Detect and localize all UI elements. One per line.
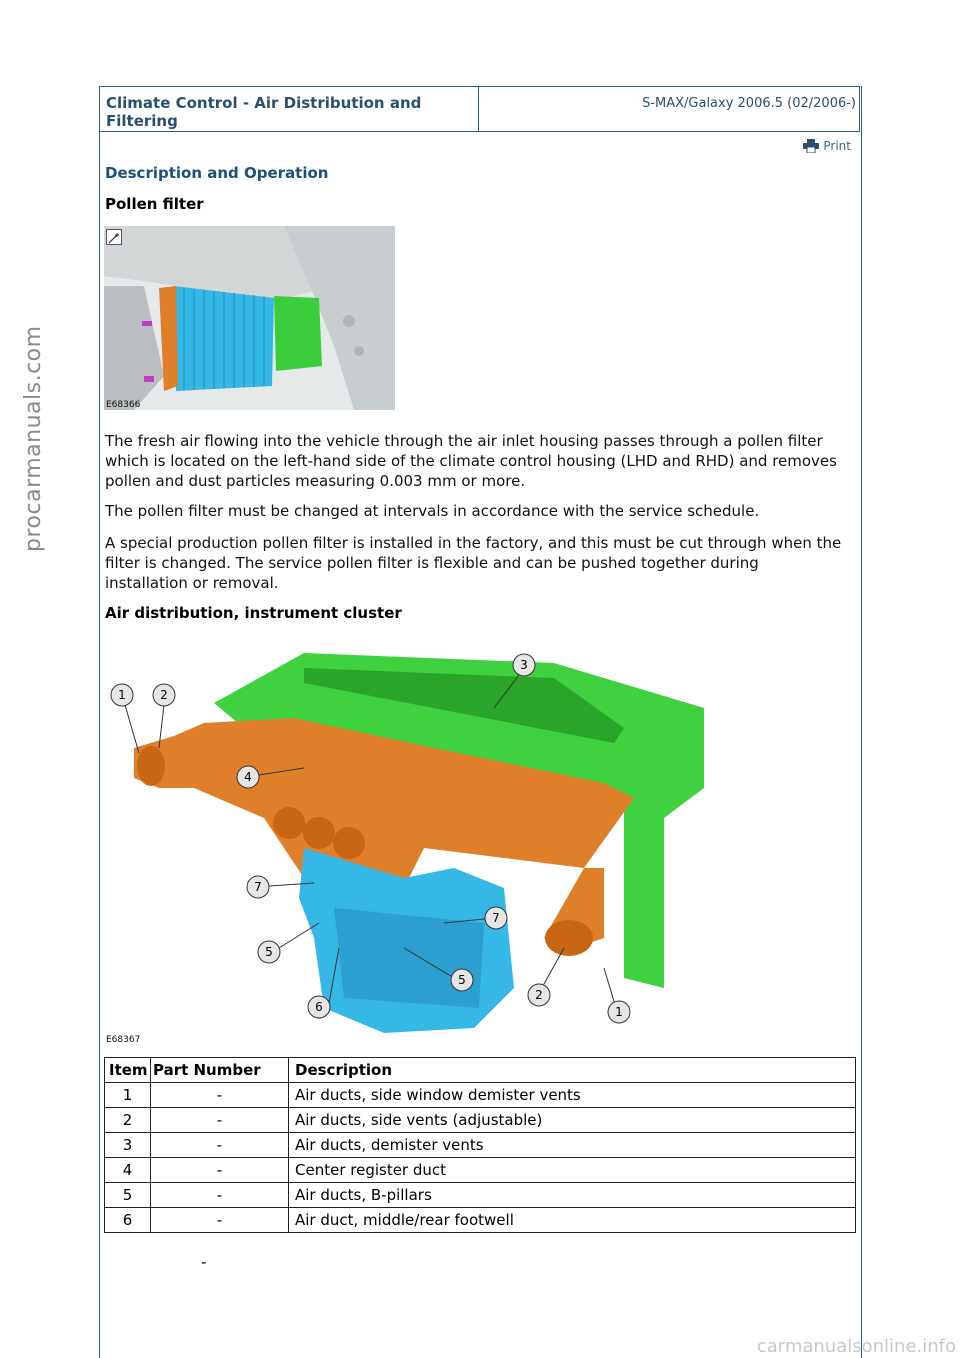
document-title: Climate Control - Air Distribution and Filtering <box>100 87 479 131</box>
print-label: Print <box>823 139 851 153</box>
bottom-watermark: carmanualsonline.info <box>756 1336 956 1357</box>
callout-7b: 7 <box>492 911 500 925</box>
print-button[interactable] <box>803 139 851 153</box>
pollen-filter-heading: Pollen filter <box>105 195 204 213</box>
zoom-icon[interactable] <box>106 229 122 245</box>
header-item: Item <box>105 1058 151 1083</box>
callout-1a: 1 <box>118 688 126 702</box>
row-part: - <box>151 1208 289 1233</box>
header-description: Description <box>289 1058 856 1083</box>
air-distribution-image[interactable] <box>104 648 856 1048</box>
row-part: - <box>151 1108 289 1133</box>
callout-1b: 1 <box>615 1005 623 1019</box>
table-header-row <box>105 1058 856 1083</box>
callout-5a: 5 <box>265 945 273 959</box>
callout-4: 4 <box>244 770 252 784</box>
pollen-image-code: E68366 <box>106 400 141 410</box>
table-row <box>105 1108 856 1133</box>
row-item: 2 <box>105 1108 151 1133</box>
pollen-paragraph-1: The fresh air flowing into the vehicle through the air inlet housing passes through a pollen filter which is located on the left-hand side of the climate control housing (LHD and RHD) and removes pollen and dust particles measuring 0.003 mm or more. <box>105 432 837 490</box>
trailing-part-number: - <box>201 1253 207 1271</box>
callout-7a: 7 <box>254 880 262 894</box>
row-item: 6 <box>105 1208 151 1233</box>
pollen-filter-image[interactable] <box>104 226 395 410</box>
callout-2a: 2 <box>160 688 168 702</box>
row-item: 4 <box>105 1158 151 1183</box>
callout-3: 3 <box>520 658 528 672</box>
row-description: Air ducts, side vents (adjustable) <box>289 1108 856 1133</box>
row-item: 5 <box>105 1183 151 1208</box>
row-part: - <box>151 1183 289 1208</box>
row-part: - <box>151 1083 289 1108</box>
header-part-number: Part Number <box>151 1058 289 1083</box>
pollen-paragraph-3: A special production pollen filter is installed in the factory, and this must be cut through when the filter is changed. The service pollen filter is flexible and can be pushed together during installation or removal. <box>105 534 842 592</box>
air-image-code: E68367 <box>106 1035 141 1045</box>
row-description: Air duct, middle/rear footwell <box>289 1208 856 1233</box>
row-description: Center register duct <box>289 1158 856 1183</box>
table-row <box>105 1158 856 1183</box>
table-row <box>105 1183 856 1208</box>
row-part: - <box>151 1133 289 1158</box>
section-title: Description and Operation <box>105 164 329 182</box>
pollen-paragraph-2: The pollen filter must be changed at intervals in accordance with the service schedule. <box>105 502 760 520</box>
side-watermark: procarmanuals.com <box>21 325 46 552</box>
callout-5b: 5 <box>458 973 466 987</box>
callout-2b: 2 <box>535 988 543 1002</box>
row-description: Air ducts, B-pillars <box>289 1183 856 1208</box>
row-item: 3 <box>105 1133 151 1158</box>
table-row <box>105 1208 856 1233</box>
row-part: - <box>151 1158 289 1183</box>
air-distribution-heading: Air distribution, instrument cluster <box>105 604 402 622</box>
page-header <box>99 86 860 132</box>
table-row <box>105 1133 856 1158</box>
row-description: Air ducts, side window demister vents <box>289 1083 856 1108</box>
table-row <box>105 1083 856 1108</box>
row-item: 1 <box>105 1083 151 1108</box>
parts-table <box>104 1057 856 1233</box>
callout-6: 6 <box>315 1000 323 1014</box>
vehicle-model: S-MAX/Galaxy 2006.5 (02/2006-) <box>642 96 856 111</box>
row-description: Air ducts, demister vents <box>289 1133 856 1158</box>
printer-icon <box>803 139 819 153</box>
